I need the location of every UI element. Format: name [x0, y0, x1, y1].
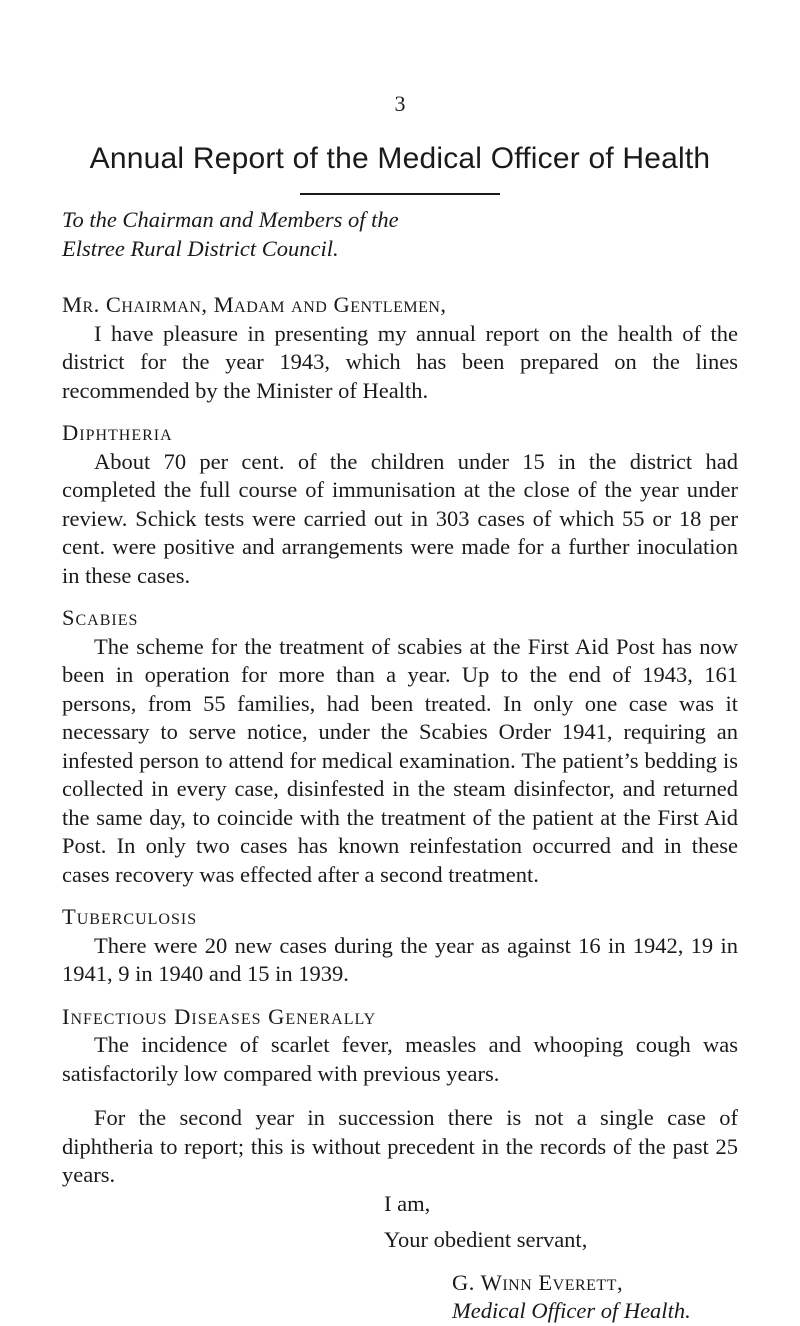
page-title: Annual Report of the Medical Officer of Health — [89, 142, 711, 175]
report-body — [62, 206, 738, 1326]
section-heading-tuberculosis: Tuberculosis — [62, 904, 198, 929]
closing-line-1: I am, — [384, 1190, 431, 1216]
closing-line-2: Your obedient servant, — [384, 1227, 588, 1252]
section-heading-scabies: Scabies — [62, 605, 139, 630]
signature-name: G. Winn Everett, — [452, 1269, 624, 1295]
page-number: 3 — [394, 91, 406, 116]
section-body-infectious-diseases-2: For the second year in succession there is not a single case of diphtheria to report; this is without precedent in the records of the past 25 years. — [62, 1105, 738, 1187]
signature-title: Medical Officer of Health. — [452, 1298, 691, 1323]
section-body-infectious-diseases: The incidence of scarlet fever, measles and whooping cough was satisfactorily low compared with previous years. — [62, 1032, 738, 1086]
section-heading-diphtheria: Diphtheria — [62, 420, 173, 445]
section-body-diphtheria: About 70 per cent. of the children under 15 in the district had completed the full course of immunisation at the close of the year under review. Schick tests were carried out in 303 cases of which 55 or 18 per cent. were positive and arrangements were made for a further inoculation in these cases. — [62, 448, 738, 588]
section-body-scabies: The scheme for the treatment of scabies at the First Aid Post has now been in operation for more than a year. Up to the end of 1943, 161 persons, from 55 families, had been treated. In only one case was it necessary to serve notice, under the Scabies Order 1941, requiring an infested person to attend for medical examination. The patient’s bedding is collected in every case, disinfested in the steam disinfector, and returned the same day, to coincide with the treatment of the patient at the First Aid Post. In only two cases has known reinfestation occurred and in these cases recovery was effected after a second treatment. — [62, 633, 738, 887]
addressee-line-1: To the Chairman and Members of the — [62, 207, 399, 232]
section-heading-infectious-diseases: Infectious Diseases Generally — [62, 1003, 377, 1029]
intro-paragraph: I have pleasure in presenting my annual report on the health of the district for the year 1943, which has been prepared on the lines recommended by the Minister of Health. — [62, 320, 738, 403]
section-body-tuberculosis: There were 20 new cases during the year as against 16 in 1942, 19 in 1941, 9 in 1940 and 15 in 1939. — [62, 932, 738, 986]
title-divider — [300, 193, 500, 195]
salutation: Mr. Chairman, Madam and Gentlemen, — [62, 292, 447, 317]
addressee-line-2: Elstree Rural District Council. — [62, 235, 339, 261]
